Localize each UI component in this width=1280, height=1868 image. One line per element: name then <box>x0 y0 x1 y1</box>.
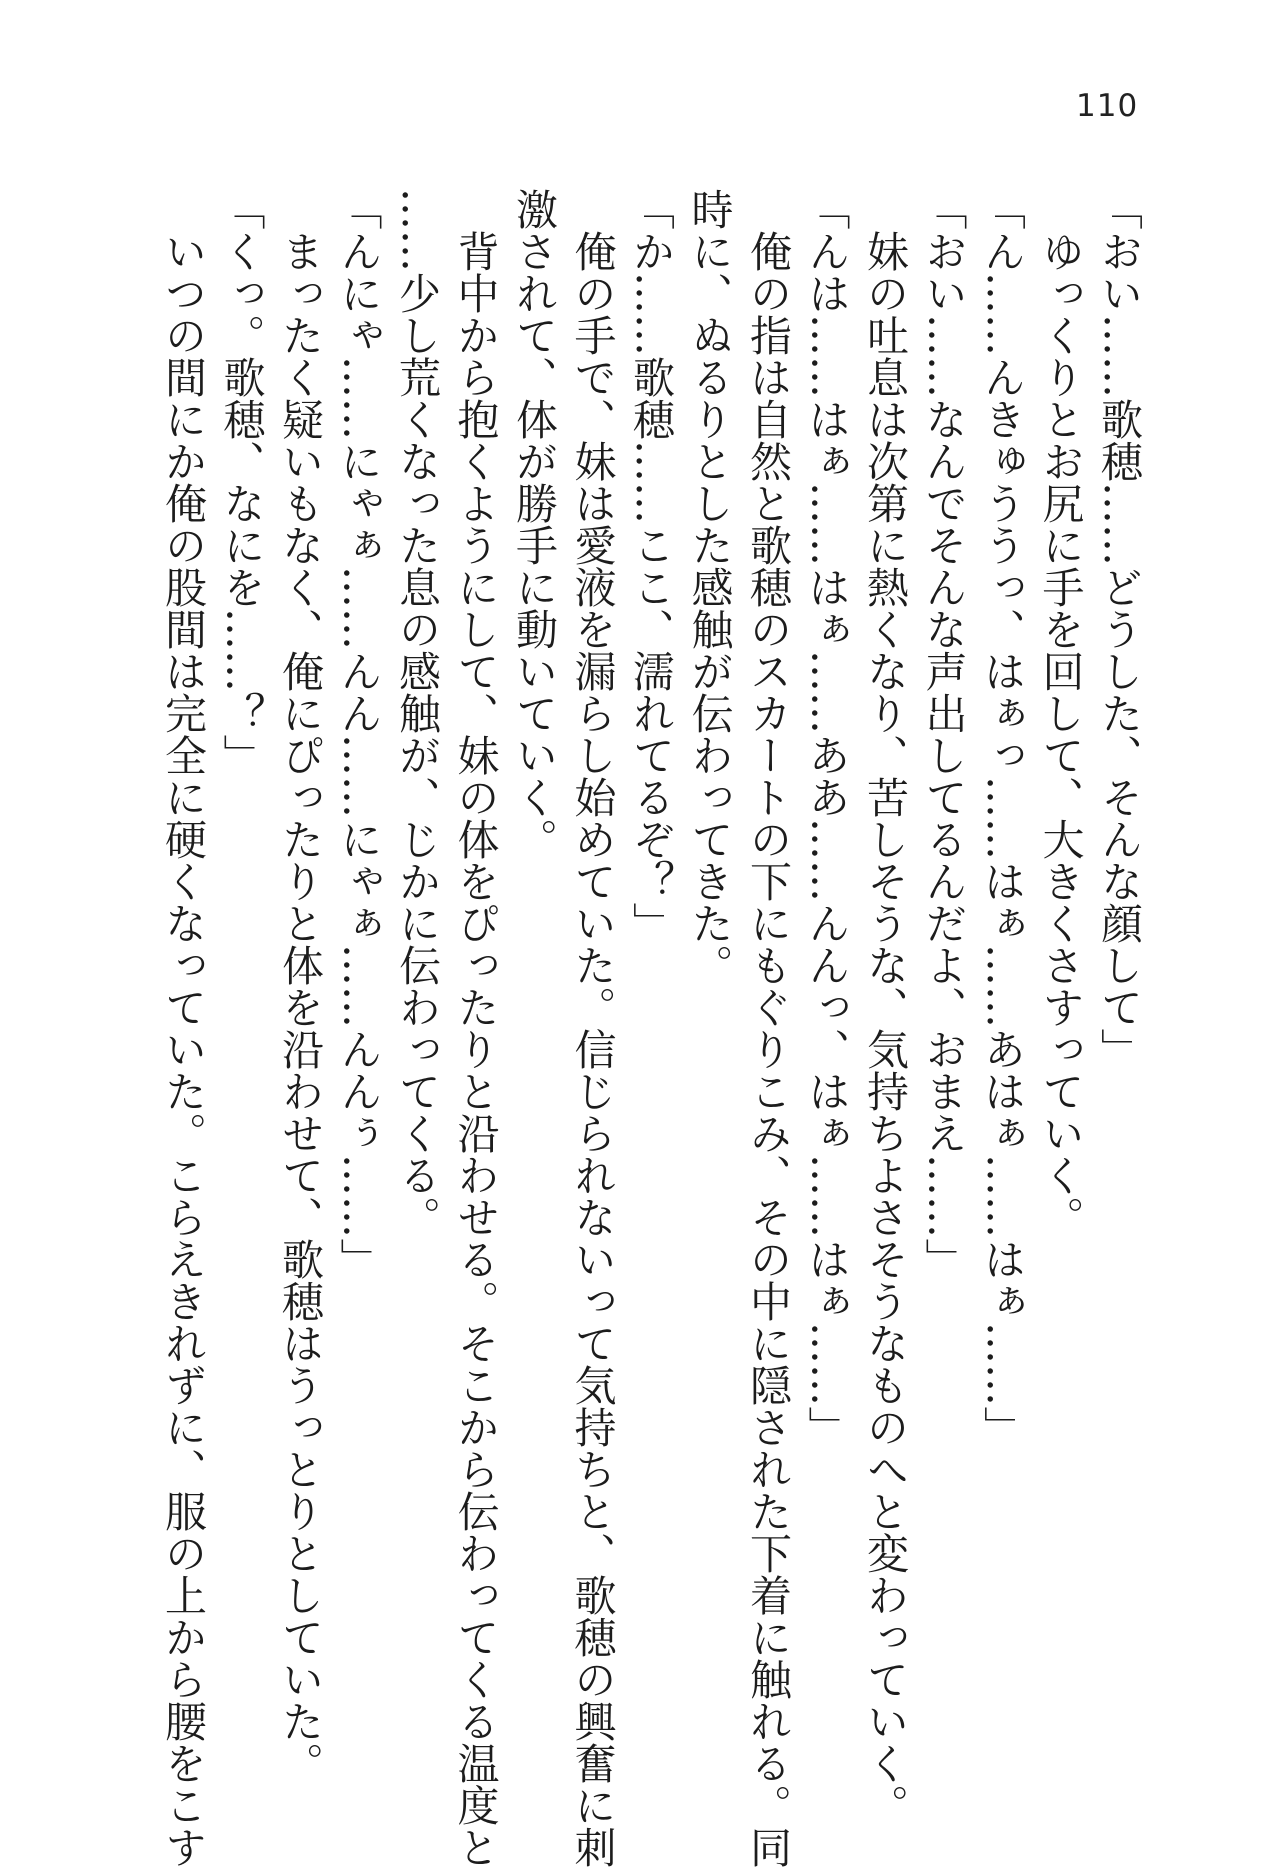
text-line: 「ん……んきゅううっ、はぁっ……はぁ……あはぁ……はぁ……」 <box>978 188 1027 1448</box>
text-line: 俺の手で、妹は愛液を漏らし始めていた。信じられないって気持ちと、歌穂の興奮に刺 <box>568 188 618 1868</box>
text-line: ゆっくりとお尻に手を回して、大きくさすっていく。 <box>1036 188 1086 1238</box>
page-number: 110 <box>1076 88 1139 124</box>
body-text <box>159 188 1148 1868</box>
text-line: まったく疑いもなく、俺にぴったりと体を沿わせて、歌穂はうっとりとしていた。 <box>276 188 325 1784</box>
text-line: 「んにゃ……にゃぁ……んん……にゃぁ……んんぅ……」 <box>334 188 384 1280</box>
text-line: 「くっ。歌穂、なにを……？」 <box>217 188 267 776</box>
text-line: 時に、ぬるりとした感触が伝わってきた。 <box>685 188 735 986</box>
text-line: 「おい……なんでそんな声出してるんだよ、おまえ……」 <box>919 188 969 1280</box>
text-line: 「おい……歌穂……どうした、そんな顔して」 <box>1095 188 1144 1070</box>
text-line: いつの間にか俺の股間は完全に硬くなっていた。こらえきれずに、服の上から腰をこす <box>159 188 208 1868</box>
text-line: ……少し荒くなった息の感触が、じかに伝わってくる。 <box>393 188 442 1238</box>
text-line: 俺の指は自然と歌穂のスカートの下にもぐりこみ、その中に隠された下着に触れる。同 <box>744 188 793 1868</box>
text-line: 背中から抱くようにして、妹の体をぴったりと沿わせる。そこから伝わってくる温度と <box>451 188 501 1868</box>
text-line: 激されて、体が勝手に動いていく。 <box>510 188 559 860</box>
text-line: 「か……歌穂……ここ、濡れてるぞ？」 <box>627 188 676 944</box>
text-line: 「んは……はぁ……はぁ……ああ……んんっ、はぁ……はぁ……」 <box>802 188 852 1448</box>
text-line: 妹の吐息は次第に熱くなり、苦しそうな、気持ちよさそうなものへと変わっていく。 <box>861 188 910 1826</box>
